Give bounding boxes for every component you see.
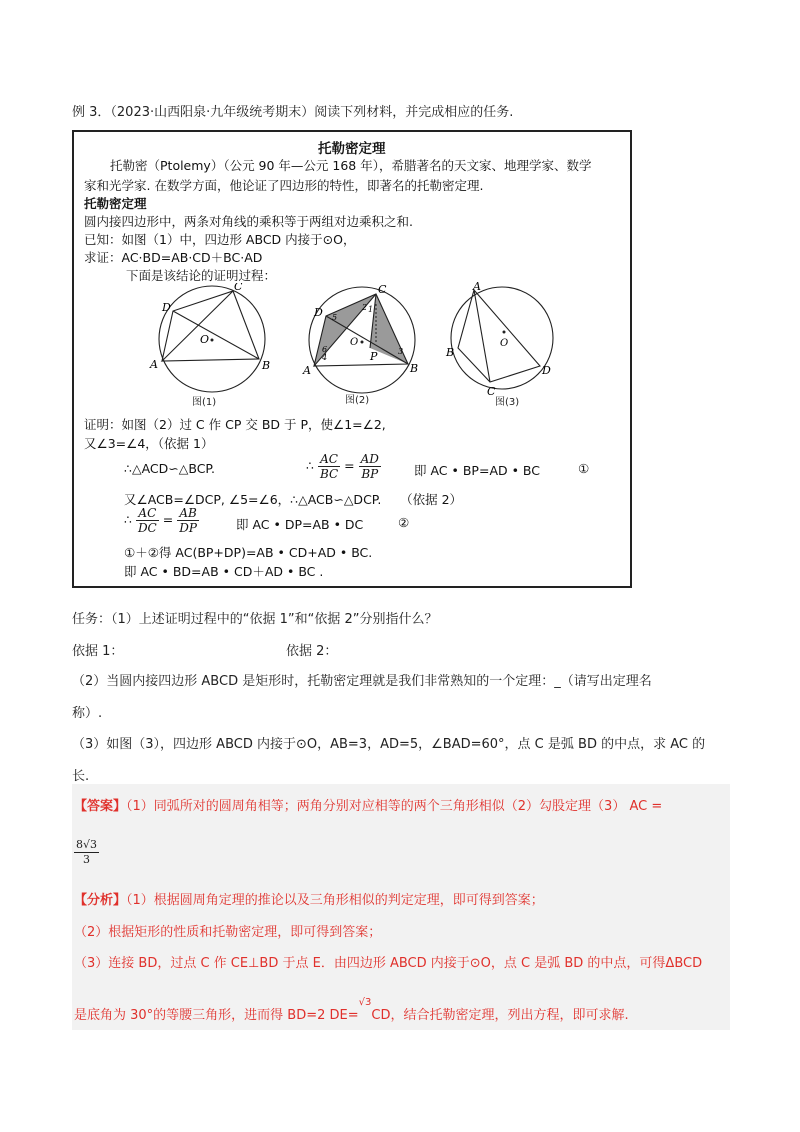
numerator: AB: [177, 506, 199, 521]
quadrilateral-abcd: [458, 290, 540, 382]
therefore-symbol: ∴: [124, 512, 132, 527]
problem-header: 例 3．（2023·山西阳泉·九年级统考期末）阅读下列材料，并完成相应的任务.: [72, 105, 514, 120]
label-c: C: [378, 283, 387, 296]
equals-sign: =: [162, 512, 174, 527]
task-3-line2: 长.: [72, 769, 90, 784]
label-a: A: [303, 364, 311, 377]
denominator: BP: [361, 467, 379, 481]
fraction-ac-bc: [318, 452, 340, 481]
given-statement: 已知：如图（1）中，四边形 ABCD 内接于⊙O，: [84, 232, 356, 247]
analysis-text-4a: 是底角为 30°的等腰三角形，进而得 BD=2 DE=: [74, 1008, 359, 1023]
proof-line-7: 即 AC • BD=AB • CD＋AD • BC .: [124, 564, 324, 579]
answer-text: （1）同弧所对的圆周角相等；两角分别对应相等的两个三角形相似（2）勾股定理（3） AC =: [126, 799, 663, 814]
proof-line-5-ratio: [124, 506, 199, 535]
box-subtitle: 托勒密定理: [84, 196, 147, 211]
angle-label-4: 4: [322, 353, 328, 362]
label-a: A: [473, 280, 481, 293]
center-dot: [211, 339, 214, 342]
analysis-line-1: [74, 889, 544, 908]
numerator: AD: [360, 452, 379, 466]
proof-line-6: ①＋②得 AC(BP+DP)=AB • CD+AD • BC.: [124, 545, 373, 560]
prove-statement: 求证：AC·BD=AB·CD＋BC·AD: [84, 250, 263, 265]
proof-intro: 下面是该结论的证明过程：: [126, 268, 277, 283]
therefore-symbol: ∴: [306, 458, 314, 473]
proof-line-3-ratio: [306, 452, 381, 481]
diagonal-bd: [173, 311, 259, 359]
label-o: O: [500, 338, 509, 349]
figure-2-caption: 图(2): [345, 395, 370, 406]
fraction-ad-bp: [359, 452, 381, 481]
figure-1-caption: 图(1): [192, 397, 217, 408]
proof-line-5-product: 即 AC • DP=AB • DC: [236, 517, 364, 532]
basis-1-label: 依据 1：: [72, 644, 124, 659]
theorem-statement: 圆内接四边形中，两条对角线的乘积等于两组对边乘积之和.: [84, 214, 413, 229]
label-b: B: [446, 346, 455, 359]
angle-label-6: 6: [322, 345, 328, 354]
label-d: D: [162, 301, 171, 314]
task-2-line1: （2）当圆内接四边形 ABCD 是矩形时，托勒密定理就是我们非常熟知的一个定理：_（请写出定理名: [72, 674, 652, 689]
denominator: BC: [319, 467, 339, 481]
label-o: O: [350, 337, 359, 348]
fraction-ab-dp: [177, 506, 199, 535]
proof-line-2: 又∠3=∠4，（依据 1）: [84, 436, 214, 451]
fraction-8root3-over-3: [74, 838, 99, 867]
proof-line-1: 证明：如图（2）过 C 作 CP 交 BD 于 P，使∠1=∠2,: [84, 417, 386, 432]
label-b: B: [262, 359, 271, 372]
label-d: D: [314, 306, 323, 319]
answer-tag: 【答案】: [74, 799, 127, 814]
label-a: A: [150, 358, 158, 371]
task-1: 任务：（1）上述证明过程中的“依据 1”和“依据 2”分别指什么？: [72, 612, 438, 627]
analysis-line-2: （2）根据矩形的性质和托勒密定理，即可得到答案；: [74, 925, 382, 940]
analysis-text-1: （1）根据圆周角定理的推论以及三角形相似的判定定理，即可得到答案；: [126, 893, 544, 908]
proof-line-3-similar: ∴△ACD∽△BCP.: [124, 461, 215, 476]
equation-marker-1: ①: [578, 461, 590, 476]
label-b: B: [410, 362, 419, 375]
label-c: C: [487, 385, 496, 398]
analysis-text-4b: CD，结合托勒密定理，列出方程，即可求解.: [371, 1008, 629, 1023]
label-d: D: [542, 364, 551, 377]
numerator: AC: [136, 506, 159, 521]
angle-label-2: 2: [362, 303, 368, 312]
figure-2: [300, 280, 424, 400]
denominator: 3: [83, 853, 90, 866]
proof-line-3-product: 即 AC • BP=AD • BC: [414, 463, 541, 478]
box-title: 托勒密定理: [318, 141, 386, 157]
answer-fraction: [74, 838, 99, 867]
denominator: DP: [179, 521, 197, 535]
analysis-line-3: （3）连接 BD，过点 C 作 CE⊥BD 于点 E．由四边形 ABCD 内接于⊙O，点 C 是弧 BD 的中点，可得ΔBCD: [74, 956, 703, 971]
task-3-line1: （3）如图（3），四边形 ABCD 内接于⊙O，AB=3，AD=5，∠BAD=60°，点 C 是弧 BD 的中点，求 AC 的: [72, 737, 706, 752]
sqrt3-superscript: √3: [358, 997, 372, 1008]
angle-label-5: 5: [332, 313, 338, 322]
analysis-line-4: [74, 997, 629, 1023]
figure-1: [145, 283, 277, 407]
answer-line: [74, 795, 662, 814]
proof-line-4: 又∠ACB=∠DCP, ∠5=∠6，∴△ACB∽△DCP. （依据 2）: [124, 492, 463, 507]
task-2-line2: 称）.: [72, 706, 103, 721]
equation-marker-2: ②: [398, 515, 410, 530]
fraction-ac-dc: [136, 506, 159, 535]
numerator: AC: [318, 452, 340, 467]
angle-label-3: 3: [398, 347, 404, 356]
center-dot: [361, 341, 364, 344]
denominator: DC: [137, 521, 157, 535]
center-dot: [503, 331, 506, 334]
equals-sign: =: [344, 458, 355, 473]
basis-2-label: 依据 2：: [286, 644, 338, 659]
box-intro-line1: 托勒密（Ptolemy）（公元 90 年—公元 168 年），希腊著名的天文家、地理学家、数学: [110, 158, 592, 173]
box-intro-line2: 家和光学家. 在数学方面，他论证了四边形的特性，即著名的托勒密定理.: [84, 178, 484, 193]
figure-3: [440, 278, 570, 402]
analysis-tag: 【分析】: [74, 893, 127, 908]
figure-3-caption: 图(3): [495, 397, 520, 408]
label-p: P: [370, 350, 378, 363]
label-c: C: [234, 283, 243, 293]
numerator: 8√3: [76, 838, 98, 851]
label-o: O: [200, 333, 210, 346]
angle-label-1: 1: [368, 305, 374, 314]
